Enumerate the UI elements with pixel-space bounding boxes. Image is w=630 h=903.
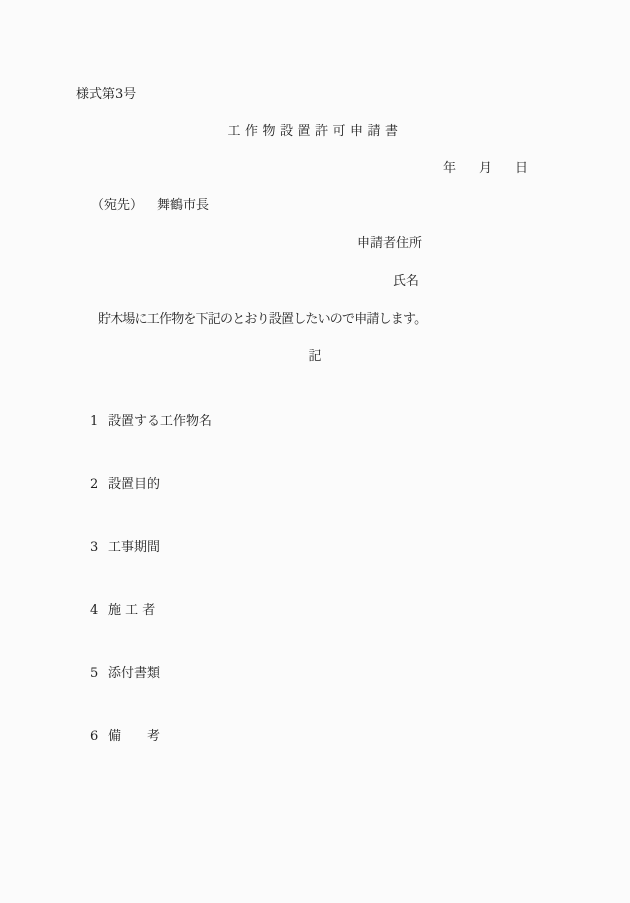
item-label: 添付書類: [108, 666, 161, 681]
recipient-name: 舞鶴市長: [157, 198, 210, 213]
list-item: [90, 604, 212, 641]
list-item: [90, 478, 212, 515]
item-number: 2: [90, 477, 99, 492]
item-number: 6: [90, 729, 99, 744]
applicant-address-label: 申請者住所: [357, 236, 423, 251]
item-label: 施 工 者: [108, 603, 156, 618]
document-title: 工作物設置許可申請書: [227, 124, 403, 139]
list-item: [90, 667, 212, 704]
body-text: 貯木場に工作物を下記のとおり設置したいので申請します。: [98, 312, 427, 327]
item-number: 3: [90, 540, 99, 555]
recipient-prefix: （宛先）: [91, 198, 144, 213]
recipient-line: [91, 199, 209, 212]
date-line: [443, 162, 528, 175]
list-item: [90, 415, 212, 452]
applicant-name-label: 氏名: [393, 274, 420, 289]
item-number: 1: [90, 414, 99, 429]
item-list: [90, 389, 212, 793]
list-item: [90, 541, 212, 578]
date-year-label: 年: [443, 161, 457, 176]
item-number: 5: [90, 666, 99, 681]
item-label: 備 考: [108, 729, 161, 744]
item-number: 4: [90, 603, 99, 618]
record-marker: 記: [308, 349, 322, 364]
item-label: 工事期間: [108, 540, 161, 555]
item-label: 設置目的: [108, 477, 161, 492]
date-month-label: 月: [479, 161, 493, 176]
form-number: 様式第3号: [76, 87, 137, 102]
list-item: [90, 730, 212, 767]
item-label: 設置する工作物名: [108, 414, 213, 429]
date-day-label: 日: [515, 161, 529, 176]
